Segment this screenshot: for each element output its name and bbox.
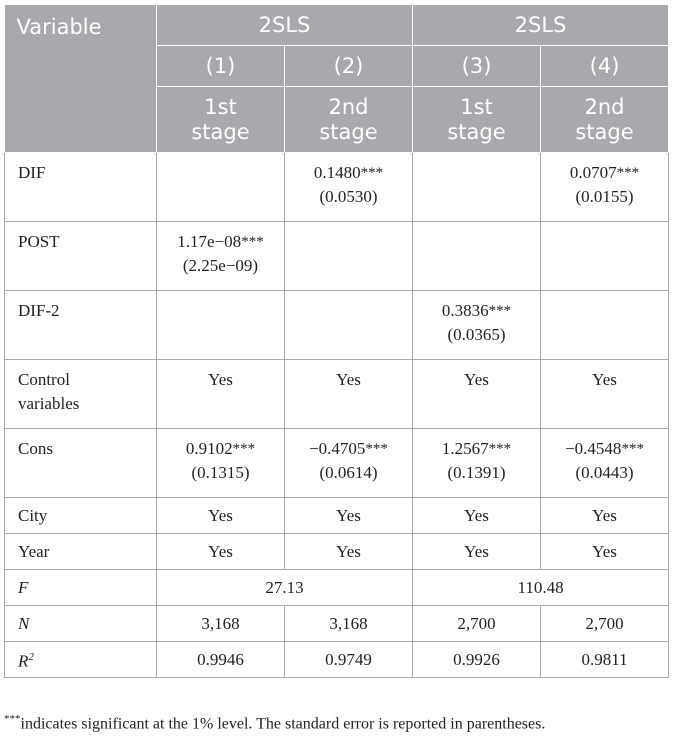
group-a-header: 2SLS [157, 5, 413, 46]
cell-value: 0.9946 [157, 642, 285, 678]
significance-stars: *** [360, 165, 384, 181]
row-year [5, 534, 669, 570]
cell-value: 0.9926 [413, 642, 541, 678]
standard-error: (0.1391) [447, 463, 506, 482]
column-number-4: (4) [541, 46, 669, 87]
column-number-2: (2) [285, 46, 413, 87]
coefficient-value: −0.4548 [565, 439, 622, 458]
stage-ordinal: 2nd [328, 94, 369, 119]
standard-error: (0.0614) [319, 463, 378, 482]
variable-header: Variable [5, 5, 157, 153]
standard-error: (2.25e−09) [182, 256, 259, 275]
cell-coefficient [285, 153, 413, 222]
significance-stars: *** [616, 165, 640, 181]
row-dif [5, 153, 669, 222]
regression-table-container [4, 4, 668, 678]
cell-coefficient [413, 429, 541, 498]
cell-empty [285, 222, 413, 291]
cell-value: 3,168 [285, 606, 413, 642]
row-label [5, 642, 157, 678]
cell-value: 0.9811 [541, 642, 669, 678]
cell-empty [157, 153, 285, 222]
row-cons [5, 429, 669, 498]
standard-error: (0.0155) [575, 187, 634, 206]
cell-value: 27.13 [157, 570, 413, 606]
row-label: POST [5, 222, 157, 291]
cell-value: 2,700 [541, 606, 669, 642]
row-control-variables [5, 360, 669, 429]
cell-value: Yes [157, 360, 285, 429]
column-number-3: (3) [413, 46, 541, 87]
standard-error: (0.0365) [447, 325, 506, 344]
cell-empty [285, 291, 413, 360]
row-f-statistic [5, 570, 669, 606]
cell-value: 110.48 [413, 570, 669, 606]
stage-word: stage [191, 119, 250, 144]
cell-value: 0.9749 [285, 642, 413, 678]
significance-stars: *** [232, 441, 256, 457]
cell-value: Yes [541, 534, 669, 570]
row-r-squared [5, 642, 669, 678]
row-label: Cons [5, 429, 157, 498]
cell-coefficient [285, 429, 413, 498]
significance-stars: *** [241, 234, 264, 250]
cell-value: Yes [413, 498, 541, 534]
cell-value: Yes [285, 534, 413, 570]
column-stage-1 [157, 87, 285, 153]
significance-stars: *** [488, 303, 512, 319]
stage-word: stage [319, 119, 378, 144]
table-header [5, 5, 669, 153]
column-stage-2 [285, 87, 413, 153]
footnote-stars: *** [4, 713, 21, 725]
row-label [5, 360, 157, 429]
cell-value: 2,700 [413, 606, 541, 642]
coefficient-value: 1.17e−08 [177, 232, 242, 251]
cell-empty [157, 291, 285, 360]
stage-ordinal: 1st [204, 94, 237, 119]
stage-ordinal: 2nd [584, 94, 625, 119]
cell-coefficient [541, 429, 669, 498]
cell-empty [541, 291, 669, 360]
coefficient-value: 0.0707 [569, 163, 617, 182]
stage-word: stage [575, 119, 634, 144]
row-label: Year [5, 534, 157, 570]
group-b-header: 2SLS [413, 5, 669, 46]
standard-error: (0.0443) [575, 463, 634, 482]
coefficient-value: 0.1480 [313, 163, 361, 182]
footnote-text: indicates significant at the 1% level. The standard error is reported in parentheses. [20, 715, 546, 733]
cell-coefficient [157, 222, 285, 291]
table-footnote [4, 713, 545, 733]
coefficient-value: 1.2567 [441, 439, 489, 458]
row-label-superscript: 2 [28, 651, 34, 664]
row-label: F [5, 570, 157, 606]
row-label-line: Control [18, 370, 70, 389]
coefficient-value: 0.9102 [185, 439, 233, 458]
cell-value: Yes [541, 360, 669, 429]
significance-stars: *** [488, 441, 512, 457]
row-n [5, 606, 669, 642]
significance-stars: *** [365, 441, 388, 457]
cell-value: 3,168 [157, 606, 285, 642]
cell-value: Yes [157, 498, 285, 534]
row-label: DIF [5, 153, 157, 222]
cell-value: Yes [413, 534, 541, 570]
row-post [5, 222, 669, 291]
column-stage-3 [413, 87, 541, 153]
row-label: N [5, 606, 157, 642]
row-label: DIF-2 [5, 291, 157, 360]
cell-empty [541, 222, 669, 291]
row-dif-2 [5, 291, 669, 360]
cell-coefficient [157, 429, 285, 498]
column-stage-4 [541, 87, 669, 153]
cell-coefficient [541, 153, 669, 222]
cell-value: Yes [541, 498, 669, 534]
header-row-method [5, 5, 669, 46]
table-body [5, 153, 669, 678]
standard-error: (0.0530) [319, 187, 378, 206]
cell-value: Yes [157, 534, 285, 570]
cell-value: Yes [285, 498, 413, 534]
row-label: City [5, 498, 157, 534]
cell-empty [413, 153, 541, 222]
significance-stars: *** [621, 441, 644, 457]
coefficient-value: −0.4705 [309, 439, 366, 458]
row-label-text: R [18, 651, 29, 671]
stage-word: stage [447, 119, 506, 144]
cell-coefficient [413, 291, 541, 360]
cell-value: Yes [413, 360, 541, 429]
standard-error: (0.1315) [191, 463, 250, 482]
stage-ordinal: 1st [460, 94, 493, 119]
row-city [5, 498, 669, 534]
column-number-1: (1) [157, 46, 285, 87]
cell-value: Yes [285, 360, 413, 429]
regression-table [4, 4, 669, 678]
coefficient-value: 0.3836 [441, 301, 489, 320]
row-label-line: variables [18, 394, 80, 413]
cell-empty [413, 222, 541, 291]
